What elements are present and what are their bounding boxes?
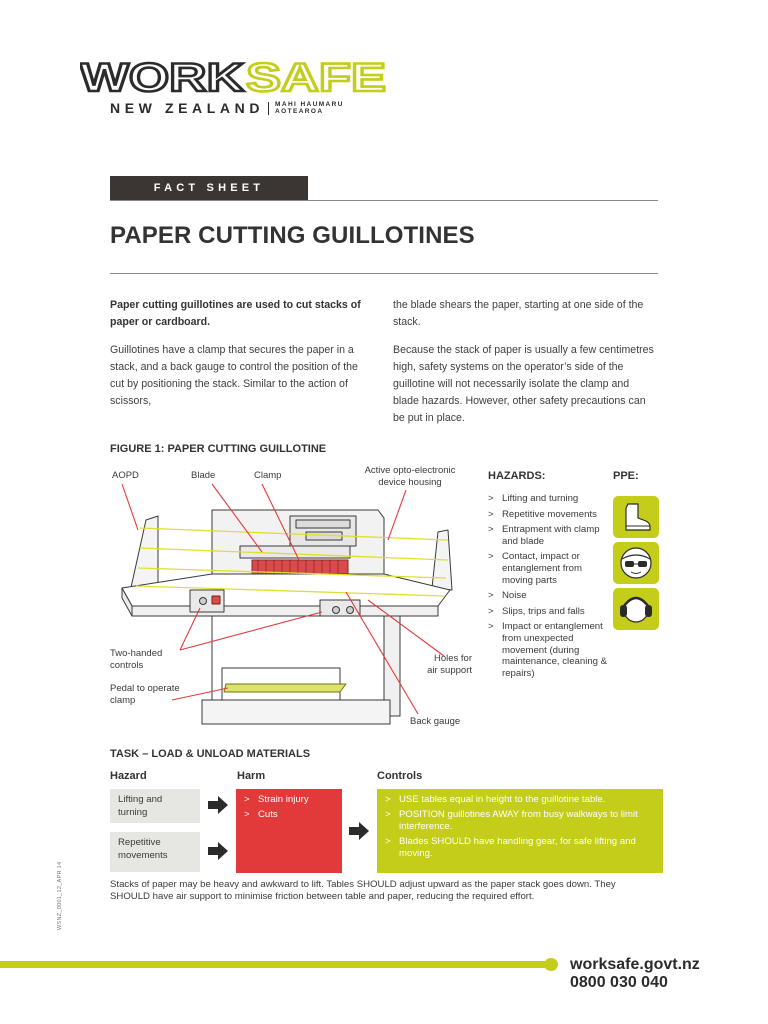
safety-glasses-icon <box>613 542 659 584</box>
ear-protection-icon <box>613 588 659 630</box>
footer-phone[interactable]: 0800 030 040 <box>570 974 668 991</box>
footer-website[interactable]: worksafe.govt.nz <box>570 956 700 973</box>
label-active-line2: device housing <box>378 477 442 488</box>
label-two-handed-line2: controls <box>110 660 144 671</box>
controls-column-header: Controls <box>377 770 423 782</box>
label-pedal-line1: Pedal to operate <box>110 683 180 694</box>
hazard-item: > Impact or entanglement from unexpected movement (during maintenance, cleaning & repairs) <box>488 621 608 679</box>
harm-list <box>244 794 334 821</box>
logo-safe: SAFE <box>246 56 386 96</box>
footer-rule <box>0 961 552 968</box>
harm-column-header: Harm <box>237 770 266 782</box>
controls-box <box>377 789 663 873</box>
arrow-right-icon <box>208 842 228 860</box>
label-pedal-line2: clamp <box>110 695 136 706</box>
task-title: TASK – LOAD & UNLOAD MATERIALS <box>110 748 311 760</box>
arrow-right-icon <box>208 796 228 814</box>
logo-work: WORK <box>80 56 245 96</box>
hazard-item: > Repetitive movements <box>488 509 608 521</box>
label-clamp: Clamp <box>254 470 282 481</box>
hazard-item: > Entrapment with clamp and blade <box>488 524 608 547</box>
label-aopd: AOPD <box>112 470 139 481</box>
footnote: Stacks of paper may be heavy and awkward to lift. Tables SHOULD adjust upward as the paper stack goes down. They SHOULD have air support to minimise friction between table and paper, reducing the required effort. <box>110 879 616 902</box>
safety-boot-icon <box>613 496 659 538</box>
label-two-handed-controls <box>110 648 162 672</box>
hazard-item: > Slips, trips and falls <box>488 606 608 618</box>
logo-country: NEW ZEALAND <box>110 100 265 116</box>
label-two-handed-line1: Two-handed <box>110 648 163 659</box>
logo-maori-line1: MAHI HAUMARU <box>275 101 344 108</box>
harm-box <box>236 789 342 873</box>
arrow-right-icon <box>349 822 369 840</box>
hazards-title: HAZARDS: <box>488 470 546 482</box>
intro-paragraph-3: Because the stack of paper is usually a few centimetres high, safety systems on the operator’s side of the guillotine will not necessarily isolate the clamp and blade hazards. However, other safety precautions can be put in place. <box>393 344 654 424</box>
task-hazard-item: Repetitive movements <box>110 832 200 872</box>
label-holes-line1: Holes for <box>433 653 472 664</box>
label-blade: Blade <box>191 470 216 481</box>
fact-sheet-label: FACT SHEET <box>110 176 308 201</box>
label-active-opto-housing <box>350 465 470 489</box>
intro-lead: Paper cutting guillotines are used to cut stacks of paper or cardboard. <box>110 299 361 328</box>
label-holes-air-support <box>408 653 472 677</box>
ppe-title: PPE: <box>613 470 639 482</box>
harm-item: > Strain injury <box>244 794 334 806</box>
harm-item: > Cuts <box>244 809 334 821</box>
controls-list <box>385 794 655 860</box>
label-pedal <box>110 683 180 707</box>
control-item: > POSITION guillotines AWAY from busy walkways to limit interference. <box>385 809 655 833</box>
logo-maori-line2: AOTEAROA <box>275 108 324 115</box>
label-active-line1: Active opto-electronic <box>364 465 456 476</box>
hazard-column-header: Hazard <box>110 770 147 782</box>
intro-paragraph-2: the blade shears the paper, starting at one side of the stack. <box>393 299 644 328</box>
hazard-item: > Noise <box>488 590 608 602</box>
page-title: PAPER CUTTING GUILLOTINES <box>110 222 475 249</box>
control-item: > USE tables equal in height to the guillotine table. <box>385 794 655 806</box>
figure-title: FIGURE 1: PAPER CUTTING GUILLOTINE <box>110 443 327 455</box>
footer-dot <box>544 958 558 971</box>
hazards-list <box>488 493 608 683</box>
document-code: WSNZ_0001_12_APR 14 <box>57 861 63 930</box>
hazard-item: > Contact, impact or entanglement from moving parts <box>488 551 608 586</box>
intro-paragraph-1: Guillotines have a clamp that secures the paper in a stack, and a back gauge to control the position of the cut by positioning the stack. Similar to the action of scissors, <box>110 344 358 407</box>
label-back-gauge: Back gauge <box>410 716 461 727</box>
task-hazard-item: Lifting and turning <box>110 789 200 823</box>
control-item: > Blades SHOULD have handling gear, for safe lifting and moving. <box>385 836 655 860</box>
label-holes-line2: air support <box>427 665 472 676</box>
hazard-item: > Lifting and turning <box>488 493 608 505</box>
